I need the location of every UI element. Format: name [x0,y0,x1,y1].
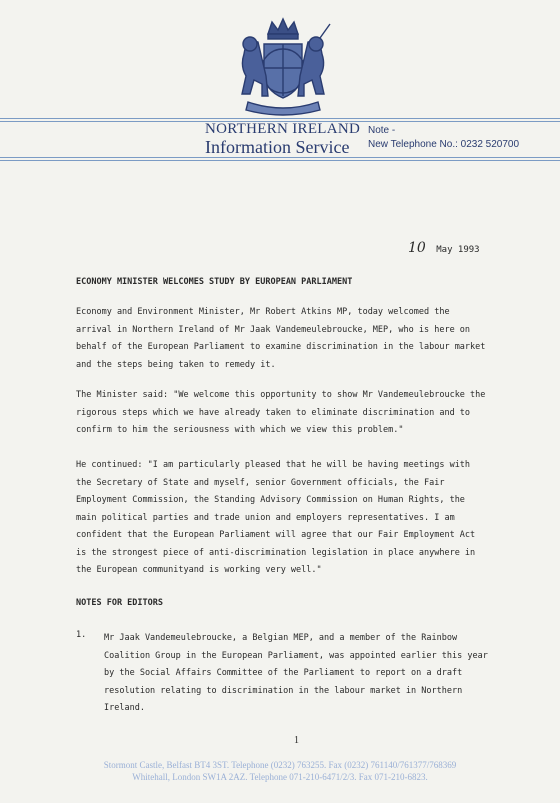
note-label: Note - [368,125,396,136]
royal-coat-of-arms-icon [228,14,338,118]
header-rule-top [0,118,560,119]
header-rule-bottom-thin [0,160,560,161]
press-headline: ECONOMY MINISTER WELCOMES STUDY BY EUROPEAN PARLIAMENT [76,277,353,287]
date-month-year: May 1993 [436,245,480,255]
date-day-handwritten: 10 [408,240,426,256]
header-rule-bottom [0,157,560,158]
body-paragraph-1: Economy and Environment Minister, Mr Robert Atkins MP, today welcomed the arrival in Northern Ireland of Mr Jaak Vandemeulebroucke, MEP, who is here on behalf of the European Parliament to examine discrimination in the labour market and the steps being taken to remedy it. [76,307,486,370]
note-item-number: 1. [76,630,87,640]
org-name-line2: Information Service [205,137,350,157]
page-number: 1 [294,735,299,746]
footer-address-belfast: Stormont Castle, Belfast BT4 3ST. Telephone (0232) 763255. Fax (0232) 761140/761377/768369 [103,760,457,770]
body-paragraph-2: The Minister said: "We welcome this opportunity to show Mr Vandemeulebroucke the rigorous steps which we have already taken to eliminate discrimination and to confirm to him the seriousness with which we view this problem." [76,390,486,435]
note-telephone: New Telephone No.: 0232 520700 [368,139,520,150]
header-note [368,124,519,152]
notes-heading: NOTES FOR EDITORS [76,598,163,608]
org-wordmark [205,122,360,156]
footer-address-london: Whitehall, London SW1A 2AZ. Telephone 071-210-6471/2/3. Fax 071-210-6823. [132,772,428,782]
press-date [408,240,480,256]
body-paragraph-3: He continued: "I am particularly pleased that he will be having meetings with the Secretary of State and myself, senior Government officials, the Fair Employment Commission, the Standing Advisory Commission on Human Rights, the main political parties and trade union and employers representatives. I am confident that the European Parliament will agree that our Fair Employment Act is the strongest piece of anti-discrimination legislation in place anywhere in the European communityand is working very well." [76,460,476,575]
org-name-line1: NORTHERN IRELAND [205,121,361,137]
note-item-text: Mr Jaak Vandemeulebroucke, a Belgian MEP, and a member of the Rainbow Coalition Group in the European Parliament, was appointed earlier this year by the Social Affairs Committee of the Parliament to report on a draft resolution relating to discrimination in the labour market in Northern Ireland. [104,633,488,713]
